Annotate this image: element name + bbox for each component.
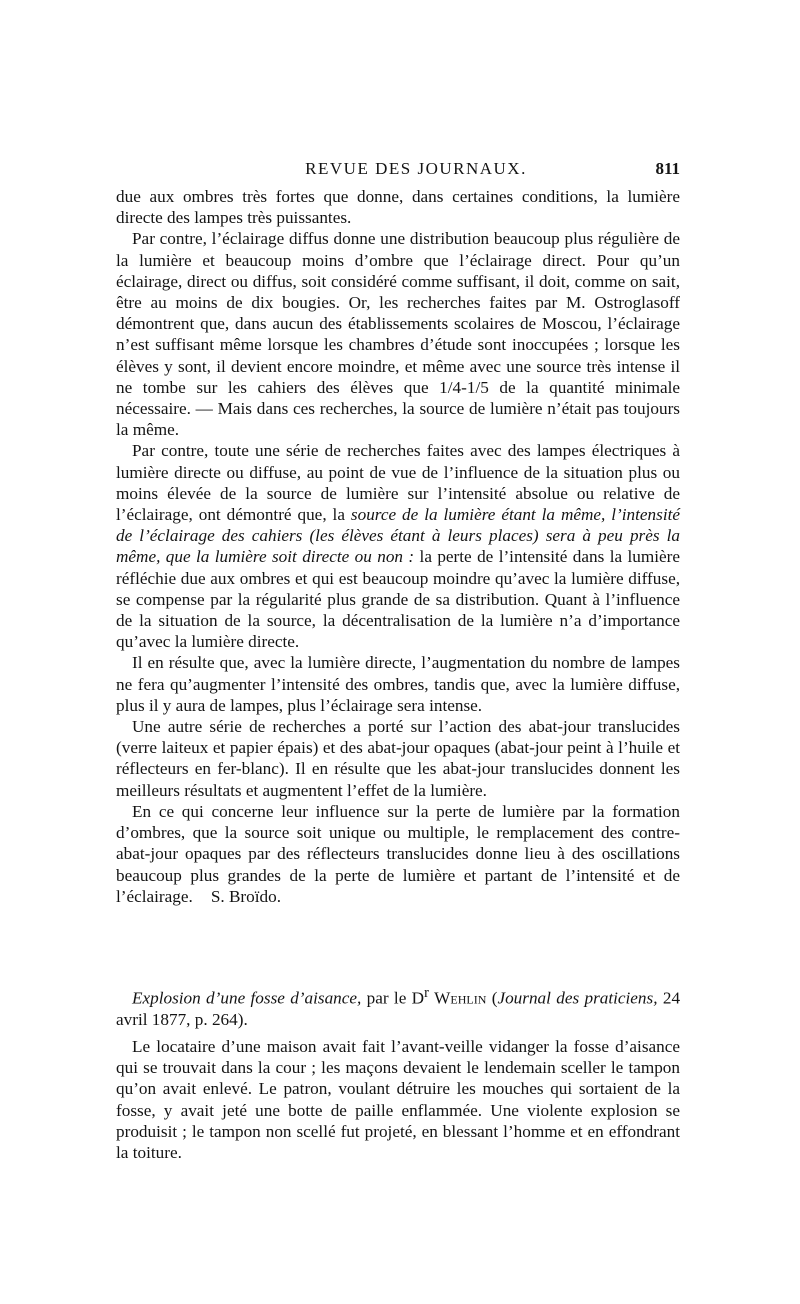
paragraph-continuation: due aux ombres très fortes que donne, dans certaines conditions, la lumière directe des lampes très puissantes. — [116, 187, 680, 228]
source-date: 24 avril 1877, p. 264). — [116, 988, 681, 1029]
doctor-superscript: r — [424, 985, 429, 1001]
paragraph-electric-lamps-part1: Par contre, toute une série de recherches faites avec des lampes électriques à lumière directe ou diffuse, au point de vue de l’influence de la situation plus ou moins élevée de la source de lumière sur l’intensité absolue ou relative de l’éclairage, ont démontré que, la — [116, 441, 680, 525]
paragraph-diffuse-lighting: Par contre, l’éclairage diffus donne une distribution beaucoup plus régulière de la lumière et beaucoup moins d’ombre que l’éclairage direct. Pour qu’un éclairage, direct ou diffus, soit considéré comme suffisant, il doit, comme on sait, être au moins de dix bougies. Or, les recherches faites par M. Ostroglasoff démontrent que, dans aucun des établissements scolaires de Moscou, l’éclairage n’est suffisant même lorsque les chambres d’étude sont inoccupées ; lorsque les élèves y sont, il devient encore moindre, et même avec une source très intense il ne tombe sur les cahiers des élèves que 1/4-1/5 de la quantité minimale nécessaire. — Mais dans ces recherches, la source de lumière n’était pas toujours la même. — [116, 229, 680, 440]
paragraph-shadows-text: En ce qui concerne leur influence sur la perte de lumière par la formation d’ombres, que la source soit unique ou multiple, le remplacement des contre-abat-jour opaques par des réflecteurs translucides donne lieu à des oscillations beaucoup plus grandes de la perte de lumière et partant de l’intensité et de l’éclairage. — [116, 801, 680, 906]
paragraph-electric-lamps — [116, 440, 680, 652]
running-title: REVUE DES JOURNAUX. — [305, 159, 527, 178]
article-explosion-heading — [116, 983, 680, 1030]
byline-prefix: par le D — [366, 988, 425, 1008]
source-open-paren: ( — [491, 988, 498, 1008]
paragraph-electric-lamps-italic: source de la lumière étant la même, l’intensité de l’éclairage des cahiers (les élèves étant à leurs places) sera à peu près la même, que la lumière soit directe ou non : — [116, 505, 680, 567]
article-explosion-body: Le locataire d’une maison avait fait l’avant-veille vidanger la fosse d’aisance qui se trouvait dans la cour ; les maçons devaient le lendemain sceller le tampon qu’on avait enlevé. Le patron, voulant détruire les mouches qui sortaient de la fosse, y avait jeté une botte de paille enflammée. Une violente explosion se produisit ; le tampon non scellé fut projeté, en blessant l’homme et en effondrant la toiture. — [116, 1037, 680, 1163]
paragraph-lampshades: Une autre série de recherches a porté sur l’action des abat-jour translucides (verre laiteux et papier épais) et des abat-jour opaques (abat-jour peint à l’huile et réflecteurs en fer-blanc). Il en résulte que les abat-jour translucides donnent les meilleurs résultats et augmentent l’effet de la lumière. — [116, 717, 680, 800]
author-name: Wehlin — [434, 988, 487, 1008]
paragraph-number-of-lamps: Il en résulte que, avec la lumière directe, l’augmentation du nombre de lampes ne fera qu’augmenter l’intensité des ombres, tandis que, avec la lumière diffuse, plus il y aura de lampes, plus l’éclairage sera intense. — [116, 653, 680, 715]
page-header — [116, 155, 680, 181]
paragraph-electric-lamps-part2: la perte de l’intensité dans la lumière réfléchie due aux ombres et qui est beaucoup moindre qu’avec la lumière diffuse, se compense par la régularité plus grande de sa distribution. Quant à l’influence de la situation de la source, la décentralisation de la lumière n’a d’importance qu’avec la lumière directe. — [116, 547, 680, 652]
page-number: 811 — [655, 159, 680, 178]
paragraph-shadows — [116, 801, 680, 907]
article-broido-text — [116, 186, 680, 907]
article-title: Explosion d’une fosse d’aisance, — [132, 988, 362, 1008]
author-signature: S. Broïdo. — [210, 886, 282, 906]
source-journal: Journal des praticiens, — [497, 988, 658, 1008]
